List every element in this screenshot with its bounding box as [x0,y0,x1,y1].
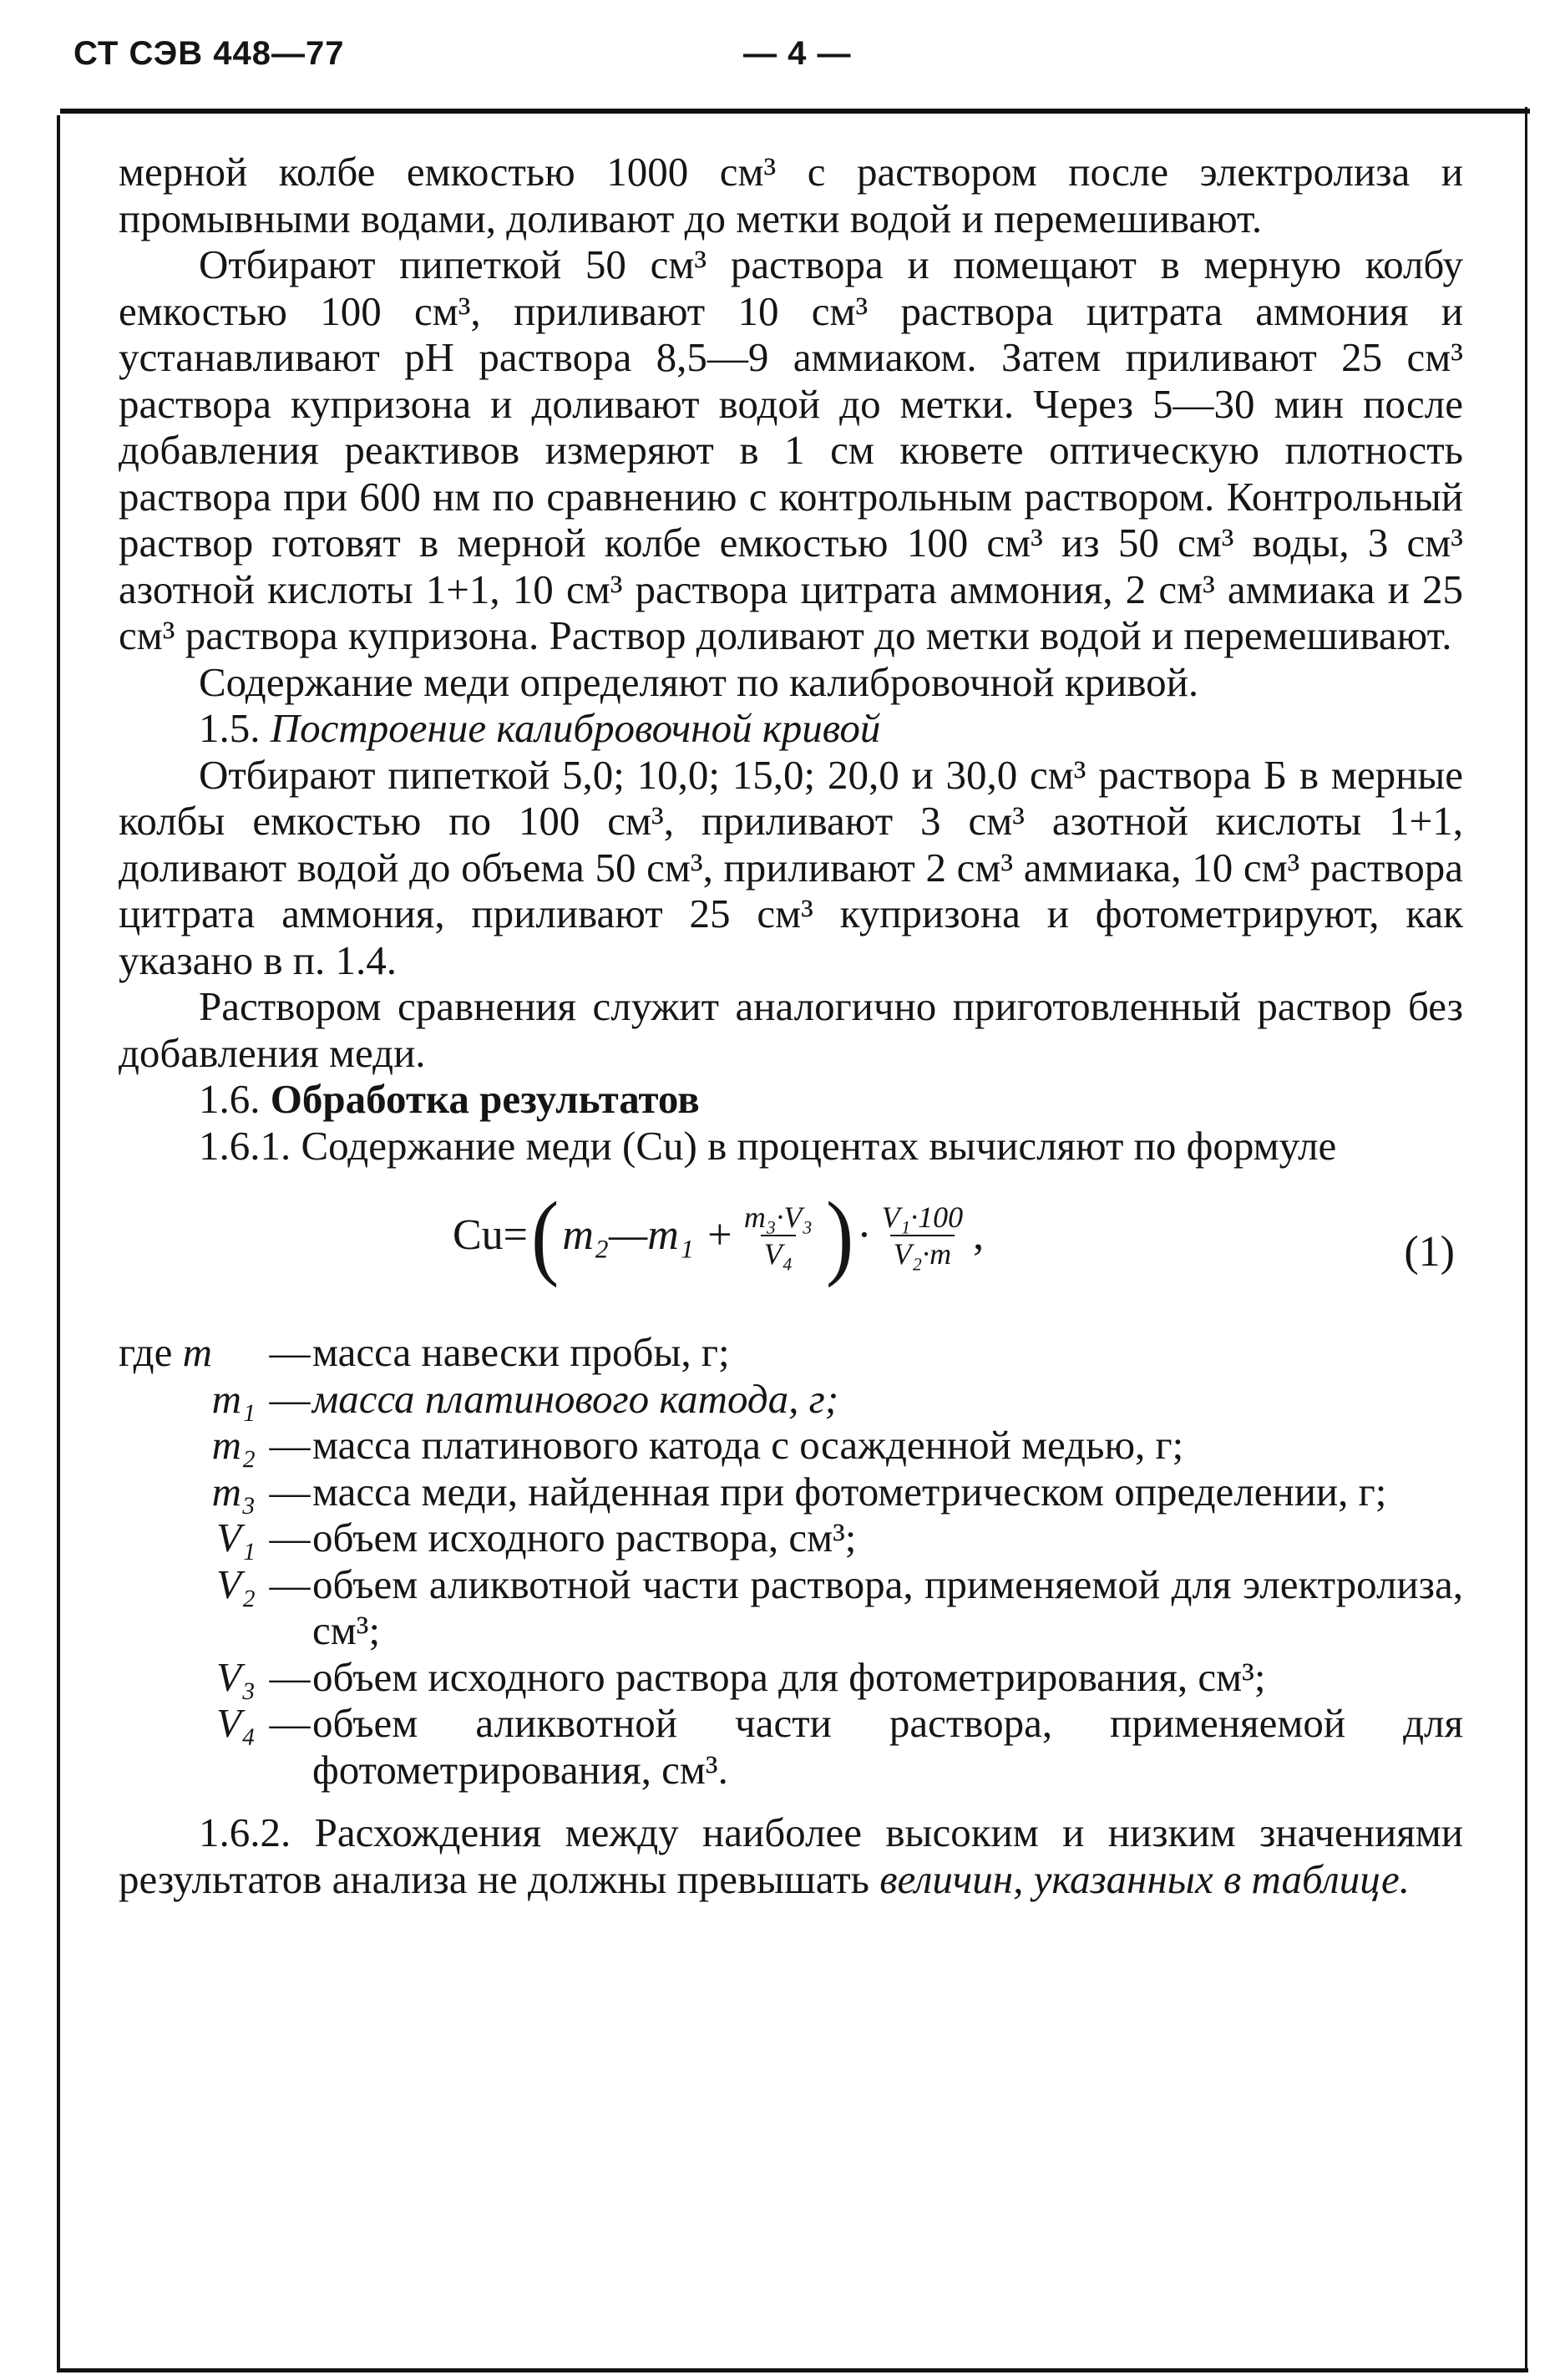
formula-expression [453,1181,985,1289]
definition-symbol: V₃ [216,1653,256,1700]
formula-fraction-2 [879,1200,967,1271]
paragraph-calibration-note: Содержание меди определяют по калибровочной кривой. [199,658,1199,705]
definition-symbol: V₂ [216,1560,256,1607]
definition-dash: — [269,1329,311,1375]
definition-text: объем аликвотной части раствора, применяемой для фотометрирования, см³. [312,1700,1463,1793]
definition-row [119,1654,1463,1701]
frame-bottom-rule [57,2368,1528,2372]
definition-row [119,1422,1463,1469]
definition-dash: — [269,1560,311,1607]
page-number: — 4 — [743,35,852,72]
definition-dash: — [269,1700,311,1746]
formula-lhs: Cu= [453,1211,529,1260]
section-number: 1.5. [199,705,261,751]
frame-top-rule [60,109,1530,114]
section-title: Построение калибровочной кривой [270,705,881,751]
formula-dot: · [857,1211,872,1260]
definition-dash: — [269,1515,311,1560]
definition-row [119,1700,1463,1793]
definition-text: масса платинового катода, г; [312,1375,839,1422]
paragraph-formula-intro: 1.6.1. Содержание меди (Cu) в процентах вычисляют по формуле [199,1122,1337,1169]
paragraph-tolerance [119,1809,1463,1902]
standard-code: СТ СЭВ 448—77 [73,35,345,72]
definition-text: объем исходного раствора для фотометрирования, см³; [312,1653,1266,1700]
formula-comma: , [973,1211,985,1260]
formula-open-paren: ( [531,1181,560,1289]
page-body [119,149,1463,1902]
section-number: 1.6. [199,1076,261,1122]
copper-formula [119,1181,1463,1319]
frame-right-rule [1525,107,1527,2371]
definition-row [119,1329,1463,1376]
fraction-denominator: V₄ [761,1235,797,1271]
fraction-numerator: V₁·100 [881,1200,964,1234]
fraction-numerator: m₃·V₃ [743,1200,813,1234]
definition-text: объем исходного раствора, см³; [312,1515,857,1560]
formula-term: m₂—m₁ + [562,1211,734,1260]
definition-dash: — [269,1422,311,1468]
paragraph-calibration-procedure: Отбирают пипеткой 5,0; 10,0; 15,0; 20,0 и 30,0 см³ раствора Б в мерные колбы емкостью по 100 см³, приливают 3 см³ азотной кислоты 1+1, доливают водой до объема 50 см³, приливают 2 см³ аммиака, 10 см³ раствора цитрата аммония, приливают 25 см³ купризона и фотометрируют, как указано в п. 1.4. [119,751,1463,983]
definition-symbol: m₂ [211,1422,256,1468]
definition-text: объем аликвотной части раствора, применяемой для электролиза, см³; [312,1560,1463,1653]
section-1-5-heading [119,705,1463,752]
definition-row [119,1469,1463,1515]
fraction-denominator: V₂·m [890,1235,955,1271]
definition-text: масса навески пробы, г; [312,1329,730,1375]
definition-row [119,1376,1463,1423]
definition-row [119,1515,1463,1561]
definition-symbol: V₄ [216,1700,256,1746]
paragraph-continuation: мерной колбе емкостью 1000 см³ с раствором после электролиза и промывными водами, доливают до метки водой и перемешивают. [119,149,1463,241]
definition-text: масса меди, найденная при фотометрическом определении, г; [312,1468,1387,1515]
definition-symbol: V₁ [216,1515,256,1560]
formula-close-paren: ) [825,1181,854,1289]
definition-row [119,1561,1463,1654]
paragraph-reference-solution: Раствором сравнения служит аналогично приготовленный раствор без добавления меди. [119,983,1463,1076]
where-label: где m [119,1329,212,1375]
paragraph-procedure: Отбирают пипеткой 50 см³ раствора и помещают в мерную колбу емкостью 100 см³, приливают 10 см³ раствора цитрата аммония и устанавливают pH раствора 8,5—9 аммиаком. Затем приливают 25 см³ раствора купризона и доливают водой до метки. Через 5—30 мин после добавления реактивов измеряют в 1 см кювете оптическую плотность раствора при 600 нм по сравнению с контрольным раствором. Контрольный раствор готовят в мерной колбе емкостью 100 см³ из 50 см³ воды, 3 см³ азотной кислоты 1+1, 10 см³ раствора цитрата аммония, 2 см³ аммиака и 25 см³ раствора купризона. Раствор доливают до метки водой и перемешивают. [119,241,1463,658]
section-title: Обработка результатов [270,1076,700,1122]
variable-definitions [119,1329,1463,1793]
definition-dash: — [269,1468,311,1515]
definition-dash: — [269,1653,311,1700]
section-1-6-heading [119,1076,1463,1123]
definition-symbol: m₁ [211,1375,256,1422]
formula-fraction-1 [741,1200,816,1271]
definition-dash: — [269,1375,311,1422]
tolerance-text-italic: величин, указанных в таблице. [879,1855,1410,1902]
frame-left-rule [57,115,60,2371]
definition-text: масса платинового катода с осажденной медью, г; [312,1422,1184,1468]
definition-symbol: m₃ [211,1468,256,1515]
tolerance-text: 1.6.2. Расхождения между наиболее высоким и низким значениями результатов анализа не должны превышать [119,1809,1463,1902]
formula-number: (1) [1404,1228,1455,1276]
